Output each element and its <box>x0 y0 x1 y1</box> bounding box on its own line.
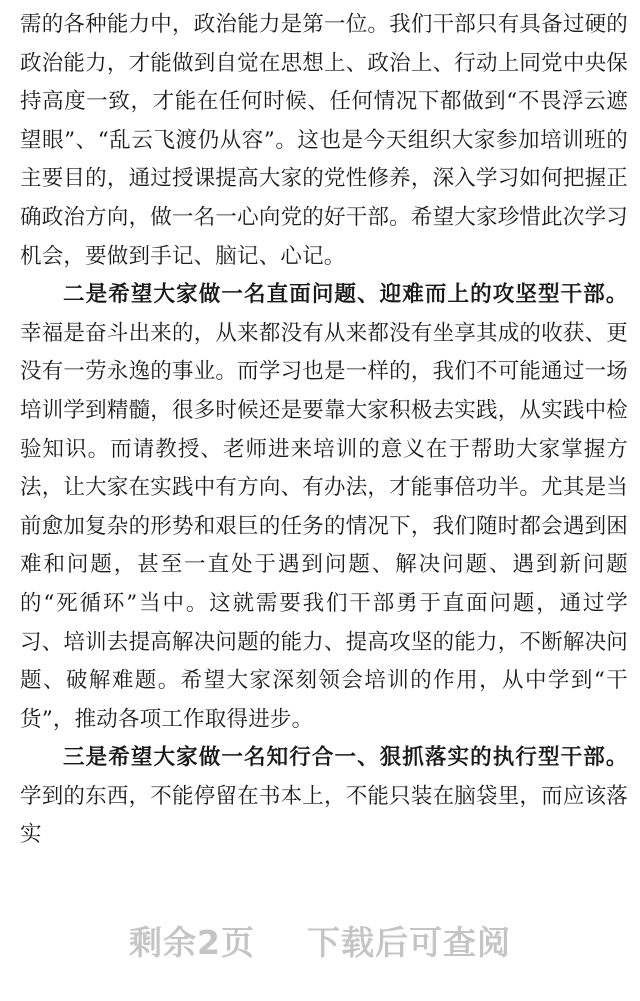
paragraph-body: 学到的东西，不能停留在书本上，不能只装在脑袋里，而应该落实 <box>20 783 628 848</box>
paragraph-problem-solving <box>20 276 628 739</box>
paragraph-political-ability: 需的各种能力中，政治能力是第一位。我们干部只有具备过硬的政治能力，才能做到自觉在思想上、政治上、行动上同党中央保持高度一致，才能在任何时候、任何情况下都做到“不畏浮云遮望眼”、“乱云飞渡仍从容”。这也是今天组织大家参加培训班的主要目的，通过授课提高大家的党性修养，深入学习如何把握正确政治方向，做一名一心向党的好干部。希望大家珍惜此次学习机会，要做到手记、脑记、心记。 <box>20 12 628 269</box>
paragraph-lead-heading: 三是希望大家做一名知行合一、狠抓落实的执行型干部。 <box>63 745 628 771</box>
paragraph-body: 幸福是奋斗出来的，从来都没有从来都没有坐享其成的收获、更没有一劳永逸的事业。而学习也是一样的，我们不可能通过一场培训学到精髓，很多时候还是要靠大家积极去实践，从实践中检验知识。而请教授、老师进来培训的意义在于帮助大家掌握方法，让大家在实践中有方向、有办法，才能事倍功半。尤其是当前愈加复杂的形势和艰巨的任务的情况下，我们随时都会遇到困难和问题，甚至一直处于遇到问题、解决问题、遇到新问题的“死循环”当中。这就需要我们干部勇于直面问题，通过学习、培训去提高解决问题的能力、提高攻坚的能力，不断解决问题、破解难题。希望大家深刻领会培训的作用，从中学到“干货”，推动各项工作取得进步。 <box>20 320 628 732</box>
remaining-pages-label: 剩余2页 <box>129 922 255 962</box>
download-prompt-banner[interactable] <box>0 900 640 980</box>
paragraph-execution <box>20 739 628 855</box>
download-to-view-label[interactable]: 下载后可查阅 <box>306 922 511 962</box>
paragraph-lead-heading: 二是希望大家做一名直面问题、迎难而上的攻坚型干部。 <box>63 282 628 308</box>
